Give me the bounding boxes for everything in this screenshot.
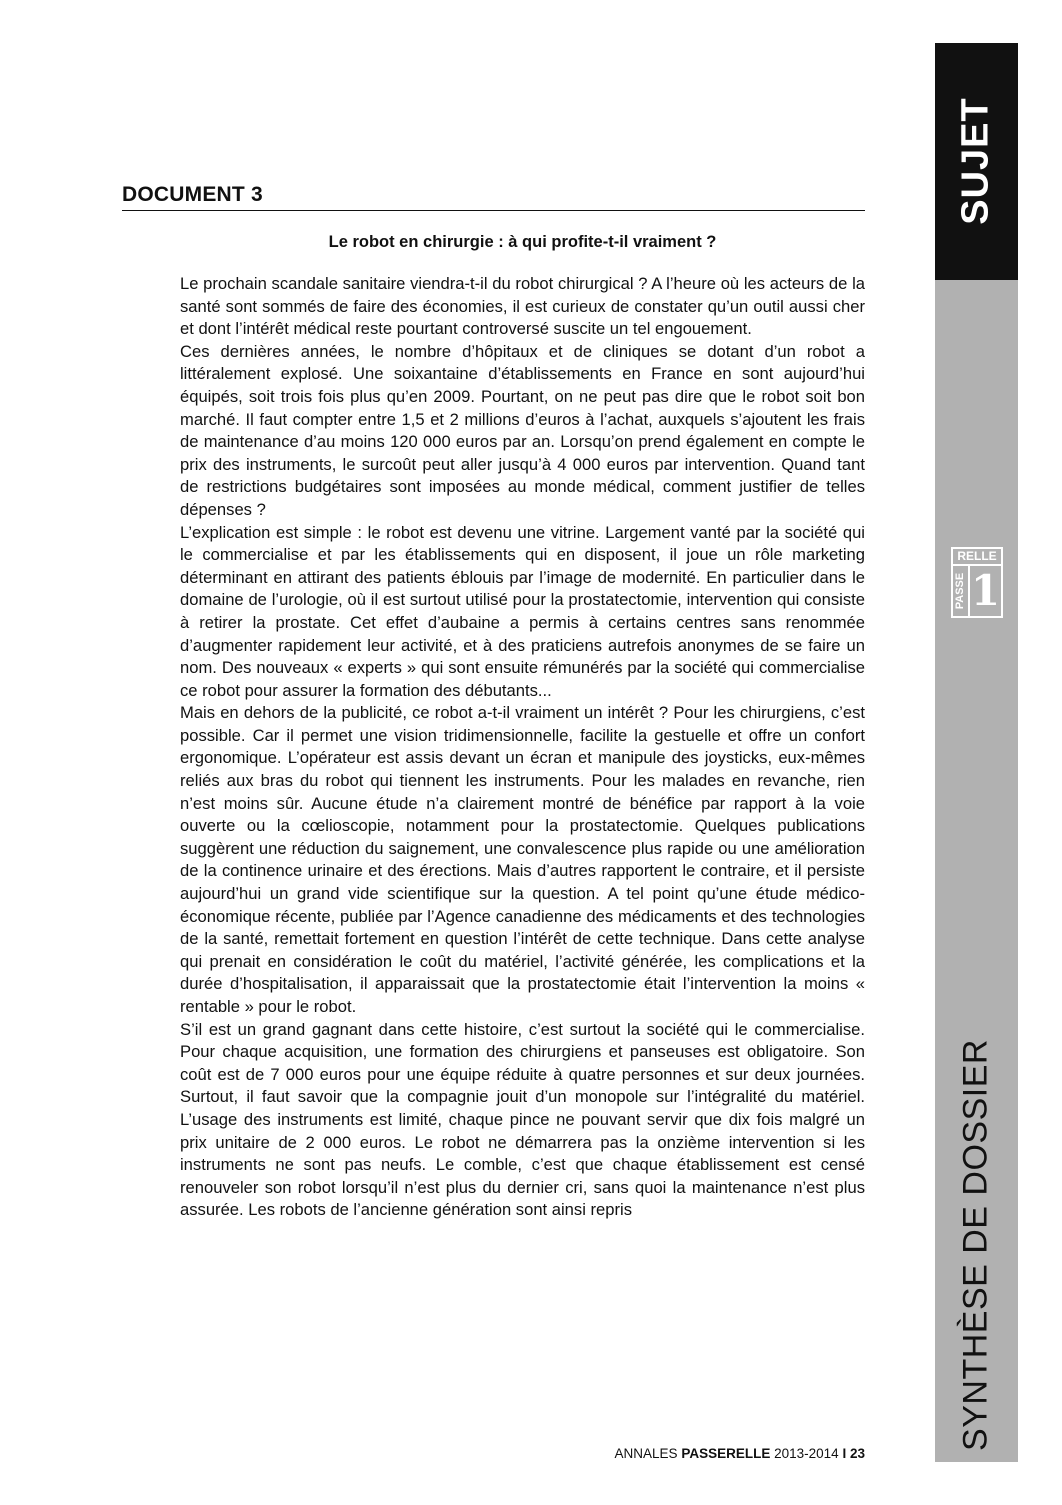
- passerelle-logo: [951, 547, 1003, 618]
- logo-side: [953, 564, 970, 616]
- paragraph: Le prochain scandale sanitaire viendra-t-il du robot chirurgical ? A l’heure où les acteurs de la santé sont sommés de faire des économies, il est curieux de constater qu’un outil aussi cher et dont l’intérêt médical reste pourtant controversé suscite un tel engouement.: [180, 274, 865, 339]
- paragraph: Ces dernières années, le nombre d’hôpitaux et de cliniques se dotant d’un robot a littéralement explosé. Une soixantaine d’établissements en France en sont aujourd’hui équipés, soit trois fois plus qu’en 2009. Pourtant, on ne peut pas dire que le robot soit bon marché. Il faut compter entre 1,5 et 2 millions d’euros à l’achat, auxquels s’ajoutent les frais de maintenance d’au moins 120 000 euros par an. Lorsqu’on prend également en compte le prix des instruments, le surcoût peut aller jusqu’à 4 000 euros par intervention. Quand tant de restrictions budgétaires sont imposées au monde médical, comment justifier de telles dépenses ?: [180, 341, 865, 519]
- paragraph: S’il est un grand gagnant dans cette histoire, c’est surtout la société qui le commercialise. Pour chaque acquisition, une formation des chirurgiens et panseuses est obligatoire. Son coût est de 7 000 euros pour une équipe réduite à quatre personnes et sur deux journées. Surtout, il faut savoir que la compagnie jouit d’un monopole sur l’intégralité du matériel. L’usage des instruments est limité, chaque pince ne pouvant servir que dix fois malgré un prix unitaire de 2 000 euros. Le robot ne démarrera pas la onzième intervention si les instruments ne sont pas neufs. Le comble, c’est que chaque établissement est censé renouveler son robot lorsqu’il n’est plus du dernier cri, sans quoi la maintenance n’est plus assurée. Les robots de l’ancienne génération sont ainsi repris: [180, 1019, 865, 1220]
- logo-number: 1: [970, 566, 1001, 615]
- footer-brand: PASSERELLE: [681, 1446, 771, 1461]
- page-number: 23: [849, 1446, 865, 1461]
- logo-side-text: PASSE: [954, 572, 966, 610]
- page-footer: [520, 1446, 865, 1461]
- paragraph: L’explication est simple : le robot est devenu une vitrine. Largement vanté par la société qui le commercialise et par les établissements qui en disposent, il joue un rôle marketing déterminant en attirant des patients éblouis par l’image de modernité. En particulier dans le domaine de l’urologie, où il est surtout utilisé pour la prostatectomie, intervention qui consiste à retirer la prostate. Cet effet d’aubaine a permis à certains centres sans renommée d’augmenter rapidement leur activité, et à des praticiens autrefois anonymes de se faire un nom. Des nouveaux « experts » qui sont ensuite rémunérés par la société qui commercialise ce robot pour assurer la formation des débutants...: [180, 522, 865, 700]
- document-heading: DOCUMENT 3: [122, 183, 865, 211]
- paragraph: Mais en dehors de la publicité, ce robot a-t-il vraiment un intérêt ? Pour les chirurgiens, c’est possible. Car il permet une vision tridimensionnelle, facilite la gestuelle et offre un confort ergonomique. L’opérateur est assis devant un écran et manipule des joysticks, eux-mêmes reliés aux bras du robot qui tiennent les instruments. Pour les malades en revanche, rien n’est moins sûr. Aucune étude n’a clairement montré de bénéfice par rapport à la voie ouverte ou la cœlioscopie, notamment pour la prostatectomie. Quelques publications suggèrent une réduction du saignement, une convalescence plus rapide ou une amélioration de la continence urinaire et des érections. Mais d’autres rapportent le contraire, et il persiste aujourd’hui un grand vide scientifique sur la question. A tel point qu’une étude médico-économique récente, publiée par l’Agence canadienne des médicaments et des technologies de la santé, remettait fortement en question l’intérêt de cette technique. Dans cette analyse qui prenait en considération le coût du matériel, l’activité générée, les complications et la durée d’hospitalisation, il apparaissait que la prostatectomie était l’intervention la moins « rentable » pour le robot.: [180, 703, 865, 1016]
- footer-prefix: ANNALES: [614, 1446, 678, 1461]
- article-title: Le robot en chirurgie : à qui profite-t-il vraiment ?: [328, 233, 717, 251]
- footer-years: 2013-2014: [774, 1446, 839, 1461]
- section-tab: [935, 43, 1018, 280]
- section-band-label: SYNTHÈSE DE DOSSIER: [956, 1039, 995, 1451]
- section-band: [935, 280, 1018, 1462]
- logo-top-text: RELLE: [953, 549, 1001, 566]
- section-tab-label: SUJET: [954, 97, 997, 225]
- article-body: [180, 273, 865, 1222]
- footer-separator: I: [842, 1446, 847, 1461]
